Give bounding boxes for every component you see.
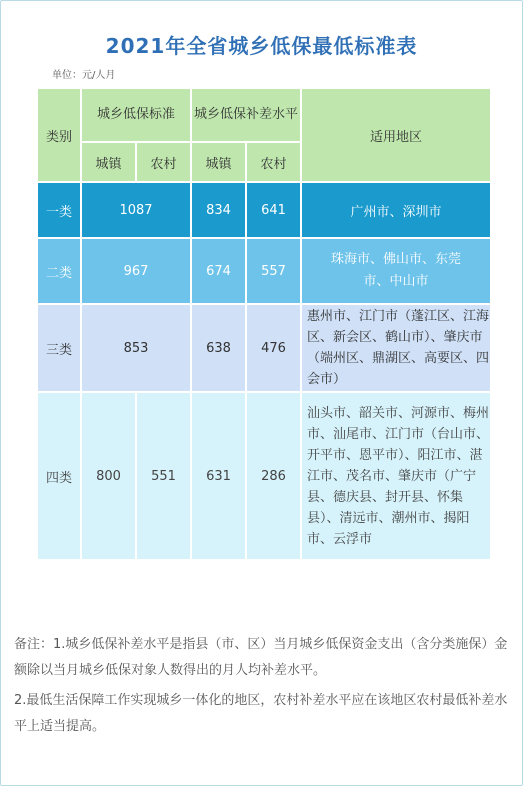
note-2: 2.最低生活保障工作实现城乡一体化的地区，农村补差水平应在该地区农村最低补差水平上适当提高。 (14, 693, 508, 734)
table-row (38, 183, 490, 237)
table-row (38, 305, 490, 391)
row-subsidy-urban: 834 (192, 183, 245, 237)
header-standard-urban: 城镇 (82, 143, 135, 181)
row-subsidy-urban: 638 (192, 305, 245, 391)
row-area: 惠州市、江门市（蓬江区、江海区、新会区、鹤山市）、肇庆市（端州区、鼎湖区、高要区、四会市） (302, 305, 490, 391)
row-category: 二类 (38, 239, 80, 303)
row-area: 广州市、深圳市 (302, 183, 490, 237)
row-standard-urban: 800 (82, 393, 135, 559)
row-standard-rural: 551 (137, 393, 190, 559)
notes (14, 632, 512, 744)
header-row-1 (38, 89, 490, 141)
unit-label: 单位：元/人月 (52, 70, 116, 81)
note-1: 备注：1.城乡低保补差水平是指县（市、区）当月城乡低保资金支出（含分类施保）金额除以当月城乡低保对象人数得出的月人均补差水平。 (14, 637, 508, 678)
header-subsidy-rural: 农村 (247, 143, 300, 181)
header-area: 适用地区 (302, 89, 490, 181)
table-row (38, 393, 490, 559)
row-category: 四类 (38, 393, 80, 559)
row-subsidy-rural: 286 (247, 393, 300, 559)
header-standard: 城乡低保标准 (82, 89, 190, 141)
page-title: 2021年全省城乡低保最低标准表 (105, 34, 418, 58)
row-standard: 1087 (82, 183, 190, 237)
header-subsidy: 城乡低保补差水平 (192, 89, 300, 141)
row-category: 三类 (38, 305, 80, 391)
row-area: 珠海市、佛山市、东莞市、中山市 (302, 239, 490, 303)
header-category: 类别 (38, 89, 80, 181)
row-subsidy-rural: 557 (247, 239, 300, 303)
table-row (38, 239, 490, 303)
row-subsidy-urban: 674 (192, 239, 245, 303)
row-subsidy-rural: 641 (247, 183, 300, 237)
row-standard: 967 (82, 239, 190, 303)
row-subsidy-rural: 476 (247, 305, 300, 391)
row-category: 一类 (38, 183, 80, 237)
row-area: 汕头市、韶关市、河源市、梅州市、汕尾市、江门市（台山市、开平市、恩平市）、阳江市、湛江市、茂名市、肇庆市（广宁县、德庆县、封开县、怀集县）、清远市、潮州市、揭阳市、云浮市 (302, 393, 490, 559)
row-subsidy-urban: 631 (192, 393, 245, 559)
header-subsidy-urban: 城镇 (192, 143, 245, 181)
header-standard-rural: 农村 (137, 143, 190, 181)
standards-table (36, 87, 492, 561)
row-standard: 853 (82, 305, 190, 391)
